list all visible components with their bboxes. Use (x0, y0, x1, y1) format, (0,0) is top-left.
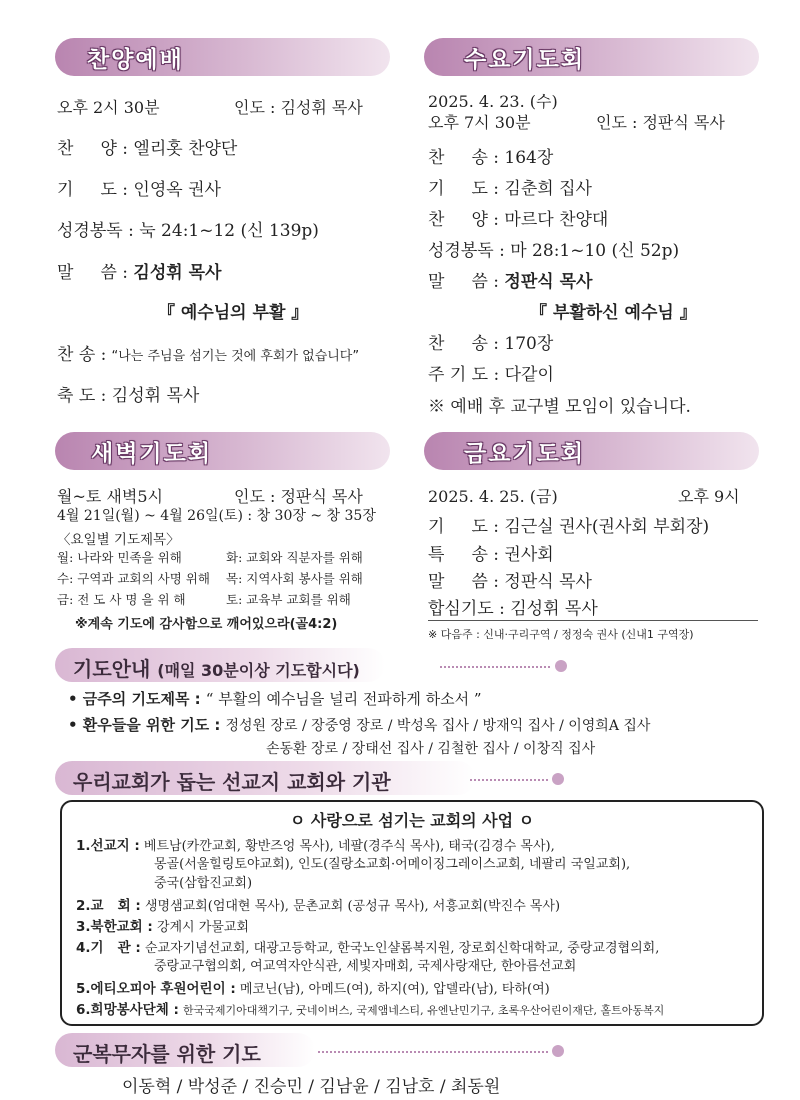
mission-item-1-line1: 베트남(카깐교회, 황반즈엉 목사), 네팔(경주식 목사), 태국(김경수 목사), (143, 839, 555, 854)
fri-unison-row (428, 594, 598, 619)
mission-item-1-label: 1.선교지 : (76, 838, 140, 854)
weekly-topic-row (68, 688, 482, 709)
missions-dots (470, 779, 548, 781)
mission-item-2-line1: 생명샘교회(엄대현 목사), 문촌교회 (공성규 목사), 서흥교회(박진수 목사) (144, 899, 561, 914)
dawn-leader: 인도 : 정판식 목사 (234, 487, 363, 506)
fri-sermon-row (428, 567, 592, 592)
sunday-preacher: 김성휘 목사 (133, 263, 222, 283)
sunday-hymn: “나는 주님을 섬기는 것에 후회가 없습니다” (111, 349, 360, 364)
wed-hymn1-row (428, 143, 553, 168)
wed-hymn2-row (428, 329, 553, 354)
sunday-sermon-title: 『 예수님의 부활 』 (158, 303, 309, 323)
fri-special: 권사회 (504, 545, 554, 565)
mission-item-3-label: 3.북한교회 : (76, 919, 153, 935)
missions-box (60, 800, 764, 1026)
dawn-prayer-title: 새벽기도회 (91, 441, 213, 467)
wed-time: 오후 7시 30분 (428, 113, 531, 132)
mission-item-3-line1: 강계시 가물교회 (156, 920, 249, 935)
mission-item-5 (76, 977, 550, 997)
wed-hymn2: 170장 (504, 334, 554, 354)
wed-preacher: 정판식 목사 (504, 272, 593, 292)
sunday-hymn-label: 찬 송 : (57, 345, 107, 365)
wed-scripture-row (428, 236, 679, 261)
sunday-sermon-row (57, 258, 221, 283)
dawn-topic-wed: 수: 구역과 교회의 사명 위해 (57, 571, 210, 586)
missions-box-title: ㅇ 사랑으로 섬기는 교회의 사업 ㅇ (289, 811, 535, 830)
fri-prayer: 김근실 권사(권사회 부회장) (504, 517, 710, 537)
military-dots (318, 1051, 548, 1053)
sick-line2: 손동환 장로 / 장태선 집사 / 김철한 집사 / 이창직 집사 (266, 741, 596, 757)
military-names: 이동혁 / 박성준 / 진승민 / 김남윤 / 김남호 / 최동원 (122, 1077, 501, 1097)
fri-unison: 김성휘 목사 (510, 599, 598, 619)
prayer-guide-header (55, 648, 385, 682)
dawn-topic-sat: 토: 교육부 교회를 위해 (226, 592, 351, 607)
sunday-worship-title: 찬양예배 (87, 47, 184, 73)
prayer-guide-dots (440, 666, 550, 668)
friday-prayer-header (424, 432, 759, 470)
military-dot (552, 1045, 564, 1057)
mission-item-1-line2: 몽골(서울힐링토야교회), 인도(질랑소교회·어메이징그레이스교회, 네팔리 국일교회), (154, 857, 631, 872)
sick-label: • 환우들을 위한 기도 : (68, 716, 221, 734)
sunday-prayer: 인영옥 권사 (133, 180, 221, 200)
mission-item-2 (76, 894, 560, 914)
military-header (55, 1033, 315, 1067)
wed-hymn1-label: 찬 송 : (428, 148, 499, 168)
wed-hymn1: 164장 (504, 148, 554, 168)
wed-leader: 인도 : 정판식 목사 (596, 113, 725, 132)
dawn-topics-header: 〈요일별 기도제목〉 (57, 532, 180, 548)
fri-unison-label: 합심기도 : (428, 599, 505, 619)
fri-divider (428, 620, 758, 621)
mission-item-1 (76, 834, 555, 854)
dawn-topic-tue: 화: 교회와 직분자를 위해 (226, 550, 363, 565)
sunday-leader: 인도 : 김성휘 목사 (234, 98, 363, 117)
dawn-prayer-header (55, 432, 390, 470)
sunday-choir-row (57, 134, 237, 159)
mission-item-5-label: 5.에티오피아 후원어린이 : (76, 981, 236, 997)
sunday-benediction-label: 축 도 : (57, 386, 107, 406)
sick-row (68, 714, 650, 735)
mission-item-4-line2: 중랑교구협의회, 여교역자안식관, 세빛자매회, 국제사랑재단, 한아름선교회 (154, 959, 577, 974)
mission-item-3 (76, 915, 249, 935)
wednesday-prayer-title: 수요기도회 (464, 47, 586, 73)
wed-choir-label: 찬 양 : (428, 210, 499, 230)
mission-item-6 (76, 998, 664, 1018)
dawn-topic-mon: 월: 나라와 민족을 위해 (57, 550, 182, 565)
sunday-benediction-row (57, 381, 199, 406)
sunday-worship-header (55, 38, 390, 76)
wed-prayer-row (428, 174, 592, 199)
military-title: 군복무자를 위한 기도 (73, 1042, 261, 1066)
prayer-guide-dot (555, 660, 567, 672)
prayer-guide-heading (73, 653, 360, 682)
dawn-topic-thu: 목: 지역사회 봉사를 위해 (226, 571, 363, 586)
sunday-hymn-row (57, 340, 359, 365)
mission-item-4 (76, 936, 659, 956)
missions-dot (552, 773, 564, 785)
wed-date: 2025. 4. 23. (수) (428, 92, 558, 111)
wed-sermon-row (428, 267, 592, 292)
wed-lords-prayer: 다같이 (504, 365, 554, 385)
wed-prayer-label: 기 도 : (428, 179, 499, 199)
wed-notice: ※ 예배 후 교구별 모임이 있습니다. (428, 397, 691, 417)
mission-item-5-line1: 메코닌(남), 아메드(여), 하지(여), 압델라(남), 타하(여) (239, 982, 550, 997)
fri-special-row (428, 540, 554, 565)
mission-item-6-label: 6.희망봉사단체 : (76, 1002, 179, 1018)
wed-scripture-label: 성경봉독 : (428, 241, 505, 261)
fri-special-label: 특 송 : (428, 545, 499, 565)
sunday-choir: 엘리홋 찬양단 (133, 139, 238, 159)
wed-lords-prayer-label: 주 기 도 : (428, 365, 500, 385)
mission-item-1-line3: 중국(삼합진교회) (154, 876, 253, 891)
sunday-benediction: 김성휘 목사 (111, 386, 200, 406)
wed-sermon-label: 말 씀 : (428, 272, 499, 292)
fri-preacher: 정판식 목사 (504, 572, 592, 592)
missions-title: 우리교회가 돕는 선교지 교회와 기관 (73, 770, 391, 794)
mission-item-2-label: 2.교 회 : (76, 898, 141, 914)
sunday-prayer-label: 기 도 : (57, 180, 128, 200)
sunday-scripture: 눅 24:1~12 (신 139p) (139, 221, 319, 241)
sunday-scripture-label: 성경봉독 : (57, 221, 134, 241)
prayer-guide-title: 기도안내 (73, 657, 151, 681)
sunday-scripture-row (57, 216, 319, 241)
dawn-verse: ※계속 기도에 감사함으로 깨어있으라(골4:2) (75, 617, 338, 632)
fri-sermon-label: 말 씀 : (428, 572, 499, 592)
dawn-topic-fri: 금: 전 도 사 명 을 위 해 (57, 592, 186, 607)
fri-next-week: ※ 다음주 : 신내·구리구역 / 정정숙 권사 (신내1 구역장) (428, 628, 694, 641)
prayer-guide-subtitle: (매일 30분이상 기도합시다) (157, 661, 360, 680)
fri-time: 오후 9시 (678, 487, 740, 506)
wednesday-prayer-header (424, 38, 759, 76)
fri-date: 2025. 4. 25. (금) (428, 487, 558, 506)
wed-choir: 마르다 찬양대 (504, 210, 609, 230)
mission-item-4-label: 4.기 관 : (76, 940, 141, 956)
sunday-prayer-row (57, 175, 221, 200)
wed-lords-prayer-row (428, 360, 554, 385)
wed-sermon-title: 『 부활하신 예수님 』 (530, 303, 697, 323)
wed-choir-row (428, 205, 608, 230)
weekly-topic: “ 부활의 예수님을 널리 전파하게 하소서 ” (205, 690, 482, 708)
wed-prayer: 김춘희 집사 (504, 179, 592, 199)
wed-hymn2-label: 찬 송 : (428, 334, 499, 354)
sunday-choir-label: 찬 양 : (57, 139, 128, 159)
mission-item-4-line1: 순교자기념선교회, 대광고등학교, 한국노인샬롬복지원, 장로회신학대학교, 중랑교경협의회, (144, 941, 660, 956)
sunday-sermon-label: 말 씀 : (57, 263, 128, 283)
fri-prayer-label: 기 도 : (428, 517, 499, 537)
sunday-time: 오후 2시 30분 (57, 98, 160, 117)
friday-prayer-title: 금요기도회 (464, 441, 586, 467)
dawn-period: 4월 21일(월) ~ 4월 26일(토) : 창 30장 ~ 창 35장 (57, 508, 376, 524)
missions-header (55, 761, 475, 795)
mission-item-6-line1: 한국국제기아대책기구, 굿네이버스, 국제앰네스티, 유엔난민기구, 초록우산어린이재단, 홀트아동복지 (183, 1004, 665, 1017)
dawn-time: 월~토 새벽5시 (57, 487, 163, 506)
fri-prayer-row (428, 512, 709, 537)
weekly-topic-label: • 금주의 기도제목 : (68, 690, 201, 708)
sick-line1: 정성원 장로 / 장중영 장로 / 박성옥 집사 / 방재익 집사 / 이영희A 집사 (225, 718, 651, 734)
wed-scripture: 마 28:1~10 (신 52p) (510, 241, 680, 261)
